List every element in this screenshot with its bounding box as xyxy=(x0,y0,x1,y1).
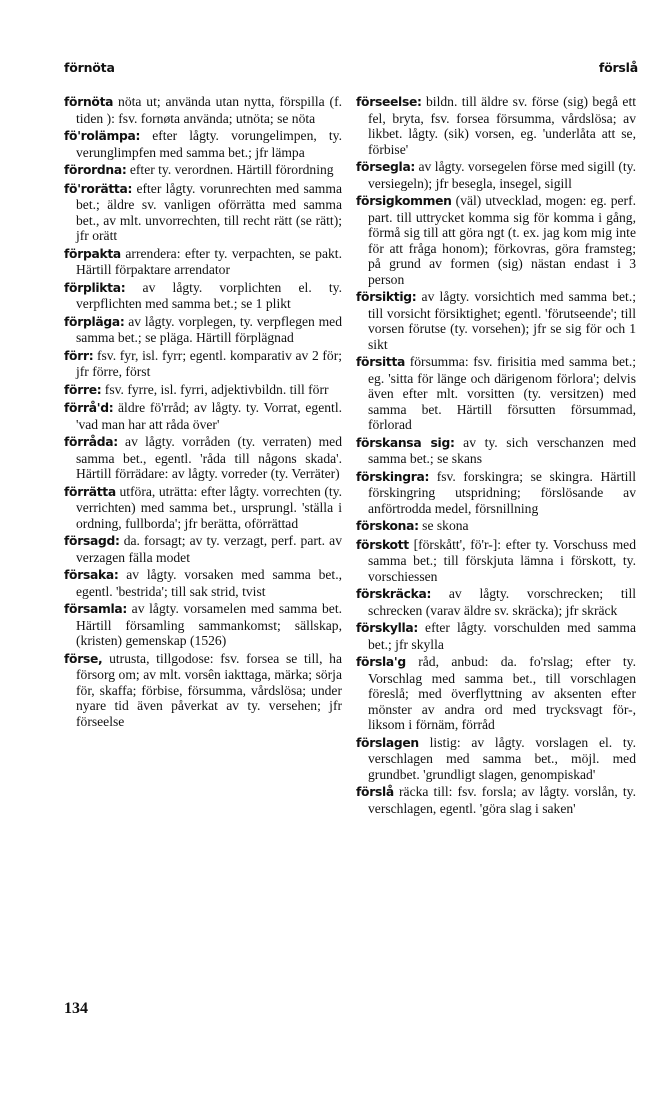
entry-headword: förpakta xyxy=(64,246,121,261)
entry-headword: försla'g xyxy=(356,655,406,669)
dictionary-entry xyxy=(64,434,342,482)
entry-text: av lågty. vorsaken med samma bet., egentl. 'bestrida'; till sak strid, tvist xyxy=(76,567,342,599)
entry-text: nöta ut; använda utan nytta, förspilla (f. tiden ): fsv. fornøta använda; utnöta; se nöta xyxy=(76,94,342,126)
entry-text: fsv. forskingra; se skingra. Härtill förskingring utspridning; förslösande av anförtrodda medel, försnillning xyxy=(368,468,636,516)
entry-headword: förrå'd: xyxy=(64,401,114,415)
entry-headword: förslå xyxy=(356,785,394,799)
entry-text: fsv. fyrre, isl. fyrri, adjektivbildn. till förr xyxy=(101,381,329,397)
dictionary-entry xyxy=(356,159,636,191)
entry-headword: försagd: xyxy=(64,534,120,548)
entry-headword: försegla: xyxy=(356,160,416,174)
entry-headword: förpläga: xyxy=(64,314,125,329)
entry-headword: förnöta xyxy=(64,95,114,109)
dictionary-entry xyxy=(356,469,636,517)
page-number: 134 xyxy=(64,1000,88,1017)
dictionary-entry xyxy=(356,537,636,585)
entry-text: efter ty. verordnen. Härtill förordning xyxy=(126,162,334,177)
entry-text: efter lågty. vorungelimpen, ty. verunglimpfen med samma bet.; jfr lämpa xyxy=(76,128,342,160)
entry-headword: förskylla: xyxy=(356,621,419,635)
dictionary-entry xyxy=(64,651,342,730)
entry-text: utrusta, tillgodose: fsv. forsea se till, ha försorg om; av mlt. vorsên iakttaga, märka; sörja för, skaffa; förbise, försumma, vårdslösa; under nyare tid även påverkat av ty. versehen; jfr förseelse xyxy=(76,650,342,729)
entry-text: äldre fö'rråd; av lågty. ty. Vorrat, egentl. 'vad man har att råda över' xyxy=(76,400,342,432)
dictionary-entry xyxy=(64,94,342,126)
entry-text: av lågty. vorsichtich med samma bet.; till vorsicht försiktighet; egentl. 'förutseende'; till vorsen förutse (ty. vorsehen); jfr se sig för och 1 sikt xyxy=(368,289,636,352)
dictionary-entry xyxy=(356,784,636,816)
entry-headword: förre: xyxy=(64,382,102,397)
entry-headword: fö'rorätta: xyxy=(64,181,133,196)
dictionary-entry xyxy=(356,435,636,467)
entry-headword: förskott xyxy=(356,537,409,552)
dictionary-entry xyxy=(64,567,342,599)
dictionary-entry xyxy=(64,400,342,432)
entry-headword: försaka: xyxy=(64,568,119,582)
entry-text: av lågty. vorschrecken; till schrecken (varav äldre sv. skräcka); jfr skräck xyxy=(368,586,636,618)
entry-headword: förskansa sig: xyxy=(356,435,455,450)
entry-headword: förskona: xyxy=(356,519,419,533)
entry-headword: förrätta xyxy=(64,484,116,499)
running-head-left: förnöta xyxy=(64,60,115,75)
dictionary-entry xyxy=(356,94,636,157)
dictionary-entry xyxy=(64,280,342,312)
dictionary-entry xyxy=(356,620,636,652)
entry-text: (väl) utvecklad, mogen: eg. perf. part. till uttrycket komma sig för komma i gång, förmå sig till att göra ngt (t. ex. jag kom mig inte för att fråga honom); förkovras, göra framsteg; på grund av formen (sig) nästan endast i 3 person xyxy=(368,193,636,287)
dictionary-entry xyxy=(356,735,636,783)
entry-text: utföra, uträtta: efter lågty. vorrechten (ty. verrichten) med samma bet., ursprungl. 'ställa i ordning, fullborda'; jfr berätta, oförrättad xyxy=(76,483,342,531)
entry-text: efter lågty. vorunrechten med samma bet.; äldre sv. vanligen oförrätta med samma bet., av mlt. unvorrechten, till recht rätt (se rätt); jfr orätt xyxy=(76,180,342,243)
running-head-right: förslå xyxy=(598,60,638,75)
entry-headword: försitta xyxy=(356,355,406,369)
dictionary-entry xyxy=(356,654,636,733)
entry-headword: förplikta: xyxy=(64,280,126,295)
entry-headword: försiktig: xyxy=(356,290,417,304)
dictionary-entry xyxy=(64,128,342,160)
entry-headword: förr: xyxy=(64,348,94,363)
dictionary-entry xyxy=(64,246,342,278)
entry-text: fsv. fyr, isl. fyrr; egentl. komparativ av 2 för; jfr förre, först xyxy=(76,347,342,379)
dictionary-entry xyxy=(64,348,342,380)
dictionary-entry xyxy=(64,601,342,649)
entry-text: listig: av lågty. vorslagen el. ty. verschlagen med samma bet., möjl. med grundbet. 'grundligt slagen, genompiskad' xyxy=(368,734,636,782)
entry-text: av lågty. vorråden (ty. verraten) med samma bet., egentl. 'råda till någons skada'. Härtill förrädare: av lågty. vorreder (ty. Verräter) xyxy=(76,434,342,481)
dictionary-entry xyxy=(64,484,342,532)
entry-text: efter lågty. vorschulden med samma bet.; jfr skylla xyxy=(368,620,636,652)
dictionary-entry xyxy=(356,354,636,433)
entry-headword: fö'rolämpa: xyxy=(64,129,141,143)
entry-headword: förordna: xyxy=(64,163,127,177)
entry-headword: församla: xyxy=(64,602,128,616)
entry-headword: försigkommen xyxy=(356,194,452,208)
entry-headword: förslagen xyxy=(356,735,419,750)
dictionary-entry xyxy=(64,533,342,565)
entry-headword: förskräcka: xyxy=(356,587,432,601)
dictionary-entry xyxy=(356,289,636,352)
dictionary-entry xyxy=(356,193,636,287)
entry-text: råd, anbud: da. fo'rslag; efter ty. Vorschlag med samma bet., till vorschlagen föreslå; med överflyttning av aksenten efter mönster av andra ord med trycksvagt för-, liksom i förnäm, förråd xyxy=(368,654,636,732)
entry-text: bildn. till äldre sv. förse (sig) begå ett fel, bryta, fsv. forsea försumma, vårdslösa; av likbet. lågty. (sik) vorsen, eg. 'underlåta att se, förbise' xyxy=(368,94,636,157)
dictionary-entry xyxy=(356,586,636,618)
running-head xyxy=(0,60,664,80)
dictionary-entry xyxy=(64,162,342,179)
dictionary-entry xyxy=(64,314,342,346)
dictionary-entry xyxy=(64,181,342,244)
entry-text: da. forsagt; av ty. verzagt, perf. part. av verzagen fälla modet xyxy=(76,533,342,565)
entry-text: av lågty. vorsegelen förse med sigill (ty. versiegeln); jfr besegla, insegel, sigill xyxy=(368,159,636,191)
entry-text: se skona xyxy=(418,518,469,533)
entry-text: av ty. sich verschanzen med samma bet.; se skans xyxy=(368,434,636,466)
entry-text: [förskått', fö'r-]: efter ty. Vorschuss med samma bet.; till förskjuta lämna i förskott, ty. vorschiessen xyxy=(368,536,636,584)
left-column xyxy=(64,94,342,731)
entry-headword: förseelse: xyxy=(356,95,422,109)
entry-text: arrendera: efter ty. verpachten, se pakt. Härtill förpaktare arrendator xyxy=(76,245,342,277)
entry-text: av lågty. vorplegen, ty. verpflegen med samma bet.; se pläga. Härtill förplägnad xyxy=(76,313,342,345)
right-column xyxy=(356,94,636,818)
dictionary-entry xyxy=(356,518,636,535)
entry-text: av lågty. vorsamelen med samma bet. Härtill församling sammankomst; sällskap, (kristen) gemenskap (1526) xyxy=(76,601,342,648)
entry-headword: förråda: xyxy=(64,435,118,449)
entry-text: räcka till: fsv. forsla; av lågty. vorslån, ty. verschlagen, egentl. 'göra slag i saken' xyxy=(368,784,636,816)
entry-headword: förskingra: xyxy=(356,469,430,484)
dictionary-entry xyxy=(64,382,342,399)
entry-headword: förse, xyxy=(64,651,103,666)
entry-text: försumma: fsv. firisitia med samma bet.; eg. 'sitta för länge och därigenom förlora'; delvis även efter mlt. vorsitten (ty. versitzen) med samma bet. Härtill försutten försummad, förlorad xyxy=(368,354,636,432)
entry-text: av lågty. vorplichten el. ty. verpflichten med samma bet.; se 1 plikt xyxy=(76,279,342,311)
